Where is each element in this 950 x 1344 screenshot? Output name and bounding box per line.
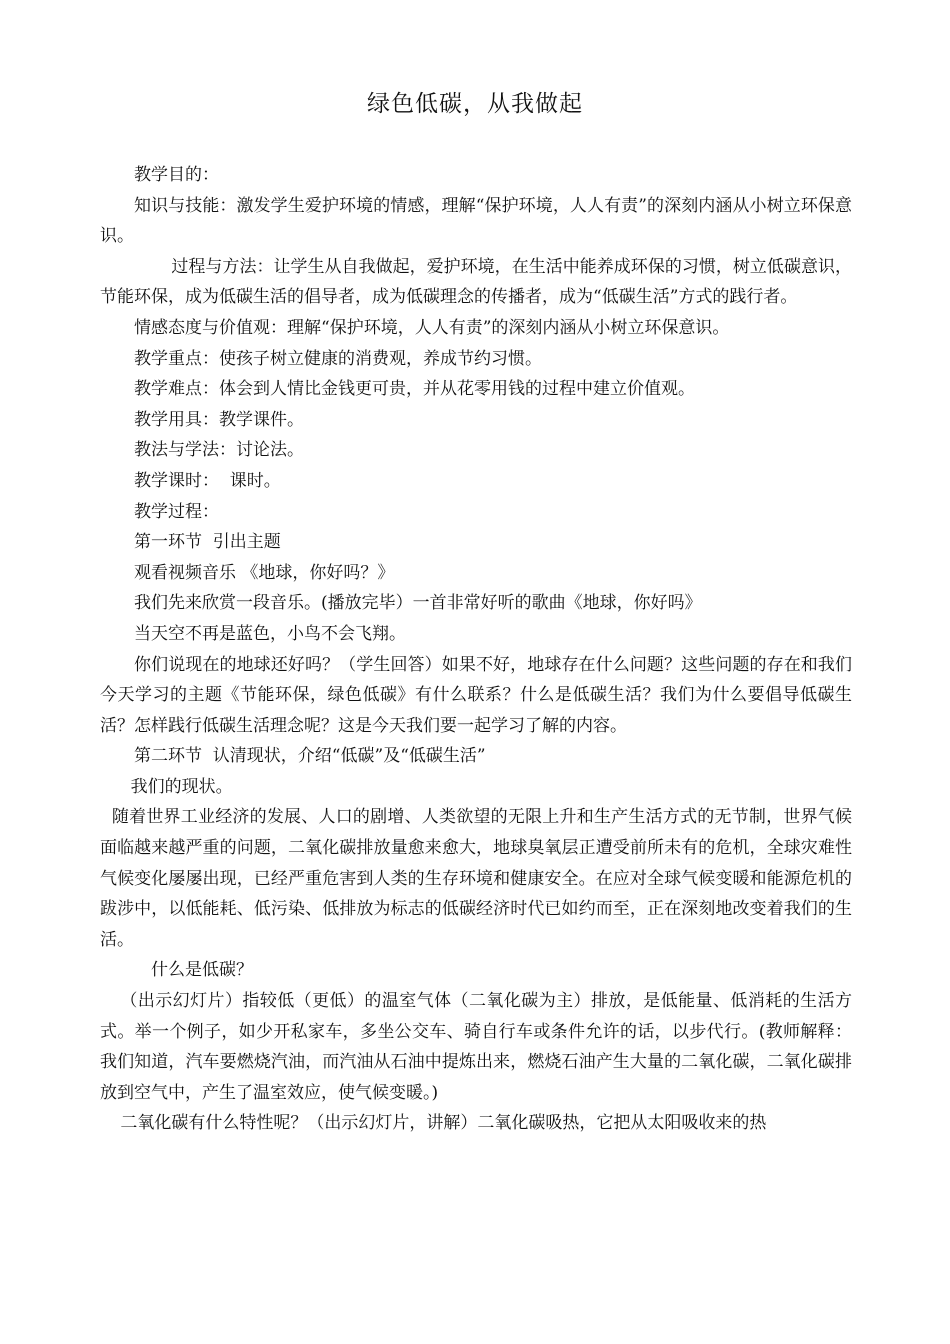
paragraph: 随着世界工业经济的发展、人口的剧增、人类欲望的无限上升和生产生活方式的无节制，世界气候面临越来越严重的问题，二氧化碳排放量愈来愈大，地球臭氧层正遭受前所未有的危机，全球灾难性气候变化屡屡出现，已经严重危害到人类的生存环境和健康安全。在应对全球气候变暖和能源危机的跋涉中，以低能耗、低污染、低排放为标志的低碳经济时代已如约而至，正在深刻地改变着我们的生活。 bbox=[100, 807, 852, 950]
paragraph: 我们先来欣赏一段音乐。(播放完毕）一首非常好听的歌曲《地球，你好吗》 bbox=[134, 593, 702, 614]
paragraph: 当天空不再是蓝色，小鸟不会飞翔。 bbox=[134, 623, 406, 644]
paragraph: （出示幻灯片）指较低（更低）的温室气体（二氧化碳为主）排放，是低能量、低消耗的生活方式。举一个例子，如少开私家车，多坐公交车、骑自行车或条件允许的话，以步代行。(教师解释：我们知道，汽车要燃烧汽油，而汽油从石油中提炼出来，燃烧石油产生大量的二氧化碳，二氧化碳排放到空气中，产生了温室效应，使气候变暖。) bbox=[100, 991, 852, 1103]
paragraph: 二氧化碳有什么特性呢？（出示幻灯片，讲解）二氧化碳吸热，它把从太阳吸收来的热 bbox=[120, 1113, 767, 1134]
paragraph: 知识与技能：激发学生爱护环境的情感，理解“保护环境，人人有责”的深刻内涵从小树立环保意识。 bbox=[100, 195, 852, 247]
paragraph: 我们的现状。 bbox=[130, 776, 233, 797]
paragraph: 第二环节 认清现状，介绍“低碳”及“低碳生活” bbox=[134, 746, 486, 767]
paragraph: 教学重点：使孩子树立健康的消费观，养成节约习惯。 bbox=[134, 348, 542, 369]
paragraph: 情感态度与价值观：理解“保护环境，人人有责”的深刻内涵从小树立环保意识。 bbox=[134, 317, 730, 338]
paragraph: 过程与方法：让学生从自我做起，爱护环境，在生活中能养成环保的习惯，树立低碳意识，节能环保，成为低碳生活的倡导者，成为低碳理念的传播者，成为“低碳生活”方式的践行者。 bbox=[100, 256, 852, 308]
paragraph: 教学过程： bbox=[134, 501, 219, 522]
paragraph: 教学用具：教学课件。 bbox=[134, 409, 304, 430]
document-body bbox=[100, 160, 852, 1139]
paragraph: 教学目的： bbox=[134, 165, 219, 185]
paragraph: 观看视频音乐 《地球，你好吗？》 bbox=[134, 562, 395, 583]
paragraph: 教学难点：体会到人情比金钱更可贵，并从花零用钱的过程中建立价值观。 bbox=[134, 379, 695, 400]
document-title: 绿色低碳，从我做起 bbox=[367, 91, 583, 117]
paragraph: 教学课时： 课时。 bbox=[134, 470, 281, 491]
paragraph: 你们说现在的地球还好吗？（学生回答）如果不好，地球存在什么问题？这些问题的存在和我们今天学习的主题《节能环保，绿色低碳》有什么联系？什么是低碳生活？我们为什么要倡导低碳生活？怎样践行低碳生活理念呢？这是今天我们要一起学习了解的内容。 bbox=[100, 654, 852, 736]
paragraph: 教法与学法：讨论法。 bbox=[134, 440, 304, 461]
paragraph: 第一环节 引出主题 bbox=[134, 532, 281, 553]
paragraph: 什么是低碳？ bbox=[151, 960, 253, 981]
